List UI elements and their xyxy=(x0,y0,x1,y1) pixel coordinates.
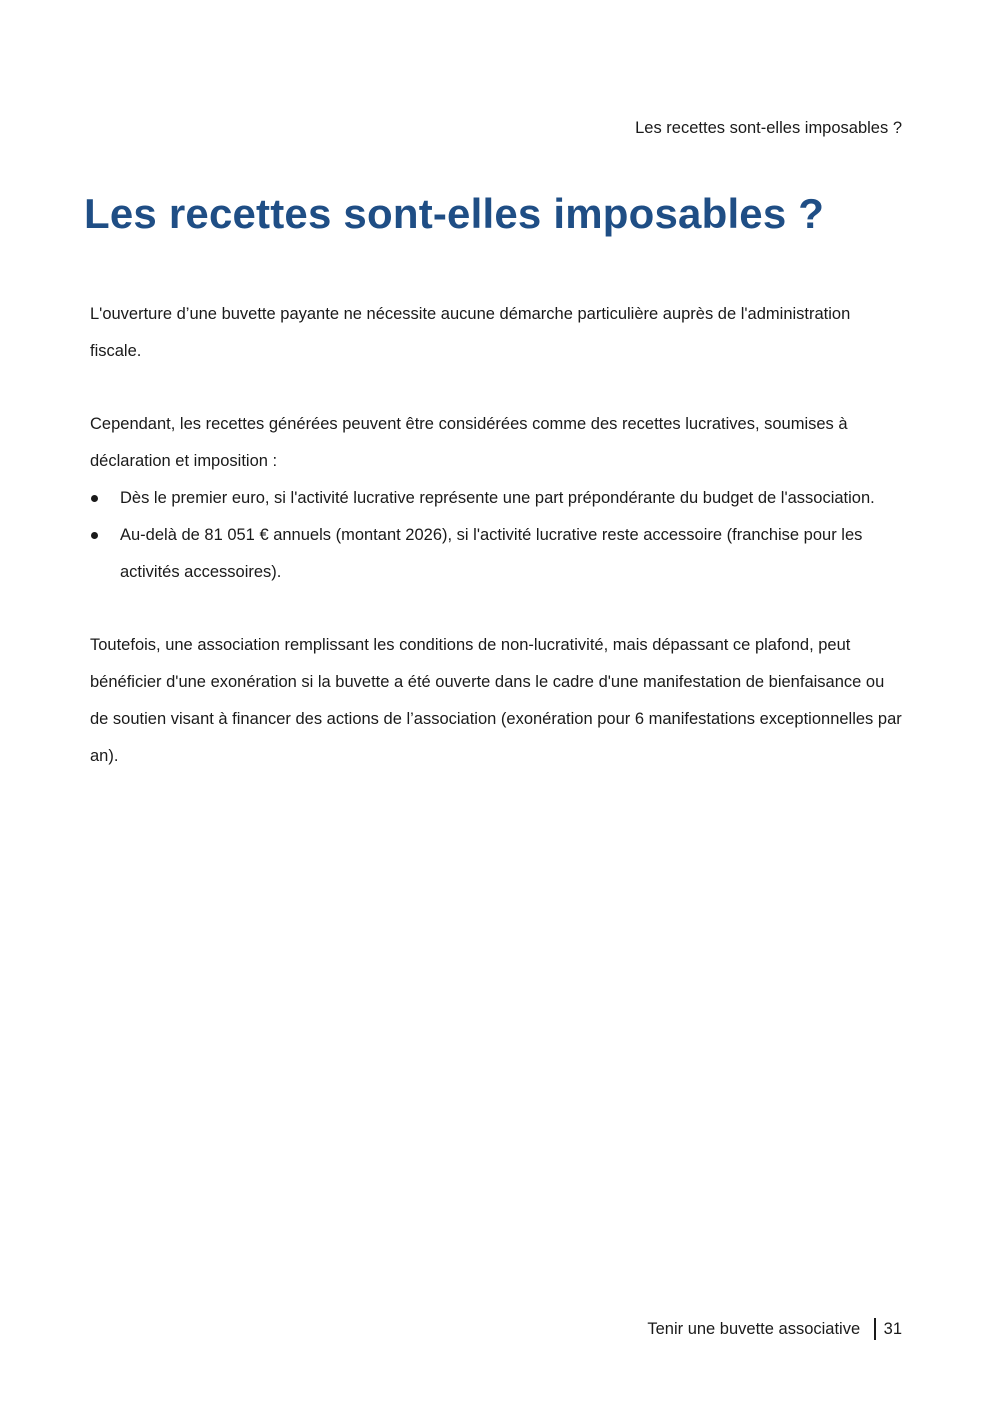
footer-document-title: Tenir une buvette associative xyxy=(647,1319,861,1338)
list-item-text: Dès le premier euro, si l'activité lucrative représente une part prépondérante du budget de l'association. xyxy=(120,489,875,507)
page-title: Les recettes sont-elles imposables ? xyxy=(84,190,825,237)
paragraph-spacer xyxy=(90,591,904,627)
bullet-icon xyxy=(91,532,98,539)
list-item xyxy=(90,480,904,517)
page-number: 31 xyxy=(883,1319,902,1338)
bullet-list xyxy=(90,480,904,591)
paragraph-intro: L'ouverture d’une buvette payante ne nécessite aucune démarche particulière auprès de l'administration fiscale. xyxy=(90,305,851,360)
footer-divider xyxy=(874,1318,876,1340)
running-header: Les recettes sont-elles imposables ? xyxy=(635,119,902,137)
list-item-text: Au-delà de 81 051 € annuels (montant 2026), si l'activité lucrative reste accessoire (franchise pour les activités accessoires). xyxy=(120,526,863,581)
paragraph-taxation: Cependant, les recettes générées peuvent être considérées comme des recettes lucratives, soumises à déclaration et imposition : xyxy=(90,415,848,470)
list-item xyxy=(90,517,904,591)
paragraph-spacer xyxy=(90,370,904,406)
main-content xyxy=(90,296,904,775)
bullet-icon xyxy=(91,495,98,502)
paragraph-exemption: Toutefois, une association remplissant les conditions de non-lucrativité, mais dépassant ce plafond, peut bénéficier d'une exonération si la buvette a été ouverte dans le cadre d'une manifestation de bienfaisance ou de soutien visant à financer des actions de l’association (exonération pour 6 manifestations exceptionnelles par an). xyxy=(90,636,902,765)
page-footer xyxy=(647,1318,902,1340)
